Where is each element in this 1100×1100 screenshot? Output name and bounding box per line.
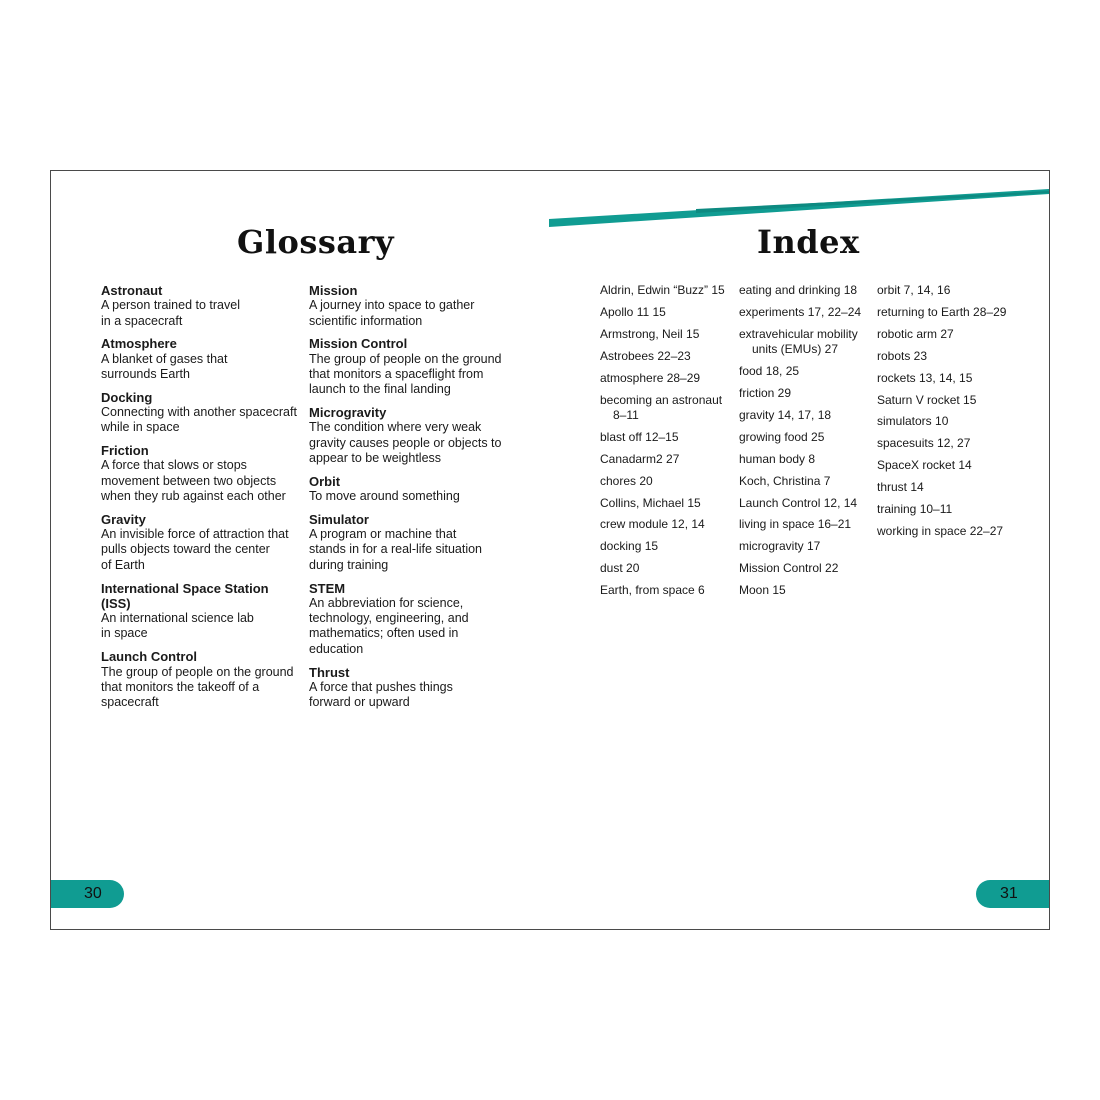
index-title: Index xyxy=(757,223,860,261)
index-entry: rockets 13, 14, 15 xyxy=(877,370,973,385)
glossary-term: Docking xyxy=(101,389,153,405)
glossary-term: Mission Control xyxy=(309,336,408,352)
glossary-term: International Space Station (ISS) xyxy=(101,580,269,611)
index-entry: Aldrin, Edwin “Buzz” 15 xyxy=(600,283,725,297)
glossary-definition: A program or machine that stands in for a real-life situation during training xyxy=(309,527,483,572)
index-entry: food 18, 25 xyxy=(739,364,800,379)
glossary-definition: Connecting with another spacecraft while in space xyxy=(101,405,297,435)
glossary-term: STEM xyxy=(309,580,346,596)
index-column-1 xyxy=(600,283,730,605)
index-entry: simulators 10 xyxy=(877,414,949,429)
glossary-entry xyxy=(309,665,509,711)
index-column-3 xyxy=(877,283,1007,546)
page-number-left xyxy=(51,880,124,908)
glossary-entry xyxy=(101,390,301,436)
index-entry: SpaceX rocket 14 xyxy=(877,458,972,473)
glossary-title: Glossary xyxy=(237,223,395,261)
glossary-entry xyxy=(309,512,509,573)
glossary-definition: An international science lab in space xyxy=(101,611,254,641)
glossary-entry xyxy=(101,443,301,504)
glossary-definition: A force that pushes things forward or upward xyxy=(309,679,453,710)
glossary-term: Simulator xyxy=(309,511,369,527)
index-entry: extravehicular mobility units (EMUs) 27 xyxy=(739,326,858,357)
glossary-definition: The group of people on the ground that monitors a spaceflight from launch to the final landing xyxy=(309,351,502,397)
glossary-entry xyxy=(309,336,509,397)
page-number-right xyxy=(976,880,1049,908)
glossary-definition: An invisible force of attraction that pulls objects toward the center of Earth xyxy=(101,527,289,572)
glossary-term: Atmosphere xyxy=(101,336,177,352)
index-entry: chores 20 xyxy=(600,473,653,488)
glossary-entry xyxy=(309,581,509,657)
index-entry: living in space 16–21 xyxy=(739,517,852,532)
index-entry: crew module 12, 14 xyxy=(600,517,705,532)
index-entry: returning to Earth 28–29 xyxy=(877,304,1007,319)
index-entry: Earth, from space 6 xyxy=(600,583,705,598)
glossary-term: Friction xyxy=(101,443,149,459)
index-entry: spacesuits 12, 27 xyxy=(877,436,971,451)
index-entry: dust 20 xyxy=(600,561,640,576)
glossary-term: Astronaut xyxy=(101,283,163,298)
index-entry: microgravity 17 xyxy=(739,539,821,554)
glossary-definition: A journey into space to gather scientific information xyxy=(309,298,475,328)
index-entry: Astrobees 22–23 xyxy=(600,348,691,363)
glossary-term: Microgravity xyxy=(309,405,387,421)
glossary-entry xyxy=(101,649,301,710)
glossary-entry xyxy=(101,283,301,329)
glossary-term: Launch Control xyxy=(101,649,198,665)
index-entry: Apollo 11 15 xyxy=(600,304,666,319)
book-spread xyxy=(50,170,1050,930)
teal-accent-stripe xyxy=(51,171,1049,251)
glossary-definition: The condition where very weak gravity causes people or objects to appear to be weightless xyxy=(309,420,502,465)
index-entry: human body 8 xyxy=(739,451,816,466)
index-column-2 xyxy=(739,283,874,605)
index-entry: training 10–11 xyxy=(877,502,953,517)
index-entry: eating and drinking 18 xyxy=(739,283,858,297)
index-entry: Saturn V rocket 15 xyxy=(877,392,977,407)
glossary-term: Thrust xyxy=(309,664,350,680)
glossary-entry xyxy=(309,405,509,466)
index-entry: orbit 7, 14, 16 xyxy=(877,283,951,297)
index-entry: docking 15 xyxy=(600,539,659,554)
glossary-column-2 xyxy=(309,283,509,718)
glossary-definition: A person trained to travel in a spacecraft xyxy=(101,298,240,328)
index-entry: Moon 15 xyxy=(739,583,786,598)
index-entry: thrust 14 xyxy=(877,480,924,495)
index-entry: blast off 12–15 xyxy=(600,429,679,444)
index-entry: Armstrong, Neil 15 xyxy=(600,326,700,341)
index-entry: Collins, Michael 15 xyxy=(600,495,701,510)
glossary-entry xyxy=(101,581,301,642)
index-entry: Koch, Christina 7 xyxy=(739,473,831,488)
index-entry: becoming an astronaut 8–11 xyxy=(600,392,723,422)
index-entry: experiments 17, 22–24 xyxy=(739,304,862,319)
index-entry: friction 29 xyxy=(739,386,792,401)
glossary-entry xyxy=(309,283,509,329)
glossary-entry xyxy=(309,474,509,505)
index-entry: growing food 25 xyxy=(739,429,825,444)
glossary-term: Mission xyxy=(309,283,358,298)
glossary-definition: A blanket of gases that surrounds Earth xyxy=(101,351,228,381)
index-entry: Canadarm2 27 xyxy=(600,451,680,466)
glossary-column-1 xyxy=(101,283,301,718)
glossary-entry xyxy=(101,512,301,573)
page-number-right-label: 31 xyxy=(1000,885,1018,902)
glossary-definition: An abbreviation for science, technology, engineering, and mathematics; often used in education xyxy=(309,595,469,656)
glossary-term: Gravity xyxy=(101,511,146,527)
index-entry: Launch Control 12, 14 xyxy=(739,495,858,510)
index-entry: working in space 22–27 xyxy=(877,523,1004,538)
index-entry: gravity 14, 17, 18 xyxy=(739,407,832,422)
index-entry: robots 23 xyxy=(877,348,928,363)
index-entry: atmosphere 28–29 xyxy=(600,370,701,385)
page-number-left-label: 30 xyxy=(84,885,102,902)
glossary-term: Orbit xyxy=(309,473,341,489)
glossary-definition: To move around something xyxy=(309,489,460,504)
glossary-definition: The group of people on the ground that monitors the takeoff of a spacecraft xyxy=(101,664,294,710)
glossary-entry xyxy=(101,336,301,382)
glossary-definition: A force that slows or stops movement between two objects when they rub against each other xyxy=(101,458,286,504)
index-entry: robotic arm 27 xyxy=(877,326,954,341)
index-entry: Mission Control 22 xyxy=(739,561,839,576)
